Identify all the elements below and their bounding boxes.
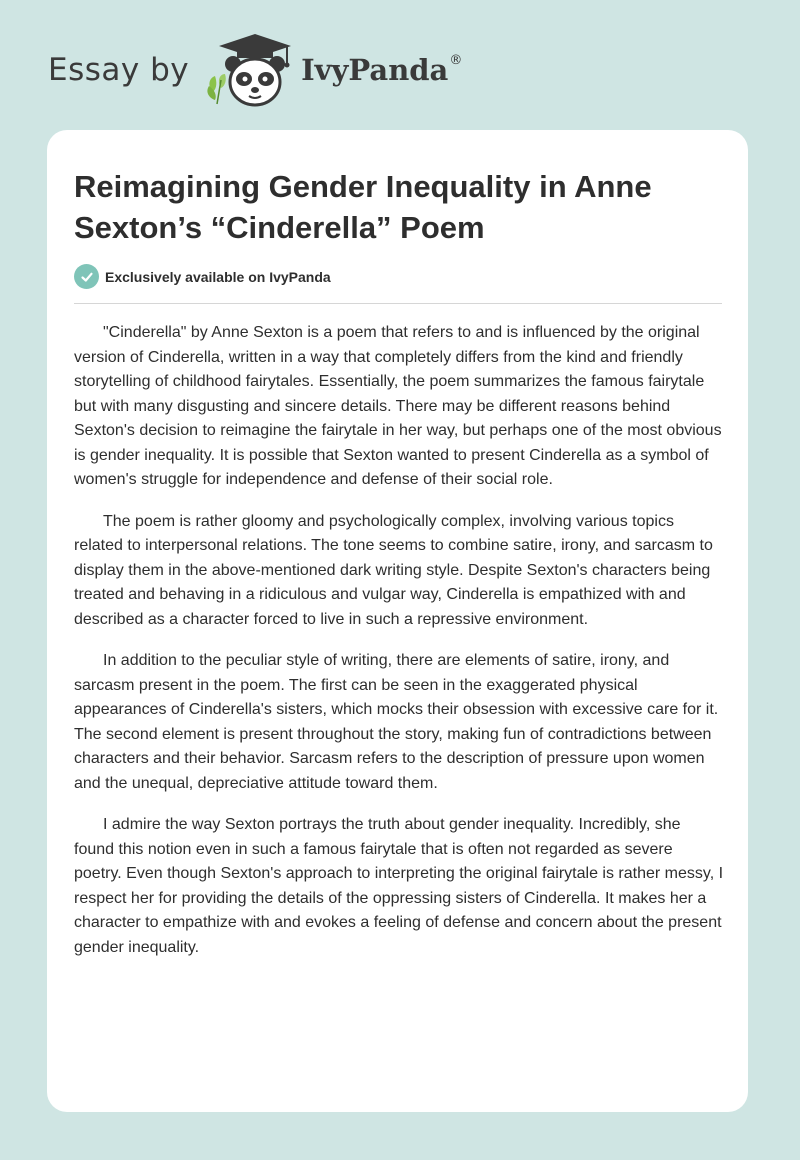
exclusive-badge bbox=[74, 264, 331, 289]
site-header bbox=[48, 30, 462, 110]
paragraph: I admire the way Sexton portrays the truth about gender inequality. Incredibly, she found this notion even in such a famous fairytale that is often not regarded as severe poetry. Even though Sexton's approach to interpreting the original fairytale is rather messy, I respect her for providing the details of the oppressing sisters of Cinderella. It makes her a character to empathize with and evokes a feeling of defense and concern about the present gender inequality. bbox=[74, 816, 724, 956]
essay-title: Reimagining Gender Inequality in Anne Sexton’s “Cinderella” Poem bbox=[74, 169, 652, 245]
paragraph: "Cinderella" by Anne Sexton is a poem that refers to and is influenced by the original version of Cinderella, written in a way that completely differs from the kind and friendly storytelling of childhood fairytales. Essentially, the poem summarizes the famous fairytale but with many disgusting and sincere details. There may be different reasons behind Sexton's decision to reimagine the fairytale in her way, but perhaps one of the most obvious is gender inequality. It is possible that Sexton wanted to present Cinderella as a symbol of women's struggle for independence and defense of their social role. bbox=[74, 324, 722, 488]
paragraph: The poem is rather gloomy and psychologically complex, involving various topics related to interpersonal relations. The tone seems to combine satire, irony, and sarcasm to display them in the above-mentioned dark writing style. Despite Sexton's characters being treated and behaving in a ridiculous and vulgar way, Cinderella is empathized with and described as a character forced to live in such a repressive environment. bbox=[74, 512, 713, 628]
title-divider bbox=[74, 303, 722, 304]
panda-graduate-icon bbox=[203, 30, 299, 110]
essay-body bbox=[74, 321, 724, 977]
registered-mark: ® bbox=[449, 52, 463, 68]
brand-name: IvyPanda bbox=[301, 53, 449, 87]
badge-text: Exclusively available on IvyPanda bbox=[105, 268, 331, 285]
essay-card bbox=[47, 130, 748, 1112]
paragraph: In addition to the peculiar style of writing, there are elements of satire, irony, and sarcasm present in the poem. The first can be seen in the exaggerated physical appearances of Cinderella's sisters, which mocks their obsession with excessive care for it. The second element is present throughout the story, making fun of contradictions between characters and their behavior. Sarcasm refers to the description of pressure upon women and the unequal, depreciative attitude toward them. bbox=[74, 652, 719, 792]
check-icon bbox=[74, 264, 99, 289]
essay-by-label: Essay by bbox=[48, 52, 190, 88]
